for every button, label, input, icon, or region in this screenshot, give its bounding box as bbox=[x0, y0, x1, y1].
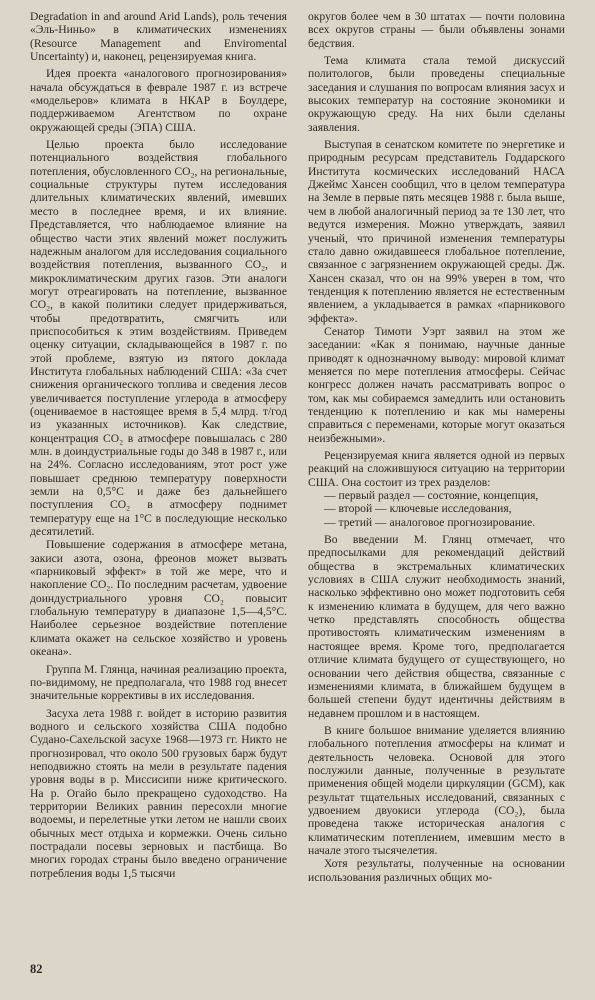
list-item: — второй — ключевые исследования, bbox=[324, 502, 512, 516]
paragraph: Рецензируемая книга является одной из первых реакций на сложившуюся ситуацию на территории США. Она состоит из трех разделов: bbox=[308, 449, 565, 489]
paragraph: Выступая в сенатском комитете по энергетике и природным ресурсам представитель Годдарского Института космических исследований НАСА Джеймс Хансен сообщил, что в целом температура на Земле в первые пять месяцев 1988 г. была выше, чем в любой аналогичный период за те 130 лет, что ведутся измерения. Можно утверждать, заявил ученый, что причиной изменения температуры стало давно ожидавшееся глобальное потепление, связанное с загрязнением окружающей среды. Дж. Хансен сказал, что он на 99% уверен в том, что тенденция к потеплению является не естественным явлением, а укладывается в рамках «парникового эффекта». bbox=[308, 138, 565, 325]
paragraph: Идея проекта «аналогового прогнозирования» начала обсуждаться в феврале 1987 г. из встрече «модельеров» климата в НКАР в Боулдере, поддерживаемом Агентством по охране окружающей среды (ЭПА) США. bbox=[30, 67, 287, 134]
left-column bbox=[30, 10, 287, 880]
paragraph: Группа М. Глянца, начиная реализацию проекта, по-видимому, не предполагала, что 1988 год внесет значительные коррективы в их исследования. bbox=[30, 662, 287, 703]
paragraph: Повышение содержания в атмосфере метана, закиси азота, озона, фреонов может вызвать «парниковый эффект» в той же мере, что и накопление CO₂. По последним расчетам, удвоение доиндустриального уровня CO₂ повысит глобальную температуру в диапазоне 1,5—4,5°C. Наиболее серьезное воздействие потепление климата окажет на сельское хозяйство и уровень океана». bbox=[30, 538, 287, 659]
paragraph: Во введении М. Глянц отмечает, что предпосылками для рекомендаций действий общества в экстремальных климатических условиях в США служит необходимость знаний, насколько эффективно оно может подготовить себя к изменению климата в будущем, для чего важно четко представлять способность общества противостоять климатическим изменениям в настоящее время. Кроме того, предполагается отличие климата будущего от существующего, но основании чего действия общества, связанные с изменениями климата, в ближайшем будущем в большей степени будут идентичны действиям в недавнем прошлом и в настоящем. bbox=[308, 533, 565, 720]
list-item: — первый раздел — состояние, концепция, bbox=[324, 489, 539, 503]
paragraph: Засуха лета 1988 г. войдет в историю развития водного и сельского хозяйства США подобно Судано-Сахельской засухе 1968—1973 гг. Никто не прогнозировал, что около 500 грузовых барж будут неподвижно стоять на мели в результате падения уровня воды в р. Миссисипи ниже критического. На р. Огайо было прекращено судоходство. На территории Великих равнин пересохли многие водоемы, и перелетные утки летом не нашли своих обычных мест отдыха и кормежки. Очень сильно пострадали посевы зерновых и пастбища. Во многих городах страны было введено ограничение потребления воды 1,5 тысячи bbox=[30, 706, 287, 880]
paragraph: В книге большое внимание уделяется влиянию глобального потепления атмосферы на климат и деятельность человека. Основой для этого послужили данные, полученные в результате применения общей модели циркуляции (GCM), как результат тщательных исследований, связанных с удвоением двуокиси углерода (CO₂), была проведена также историческая аналогия с климатическим потеплением, имевшим место в начале этого тысячелетия. bbox=[308, 723, 565, 857]
paragraph: округов более чем в 30 штатах — почти половина всех округов страны — были объявлены зонами бедствия. bbox=[308, 10, 565, 50]
paragraph: Целью проекта было исследование потенциального воздействия глобального потепления, обусловленного CO₂, на региональные, социальные структуры путем исследования длительных климатических явлений, имевших место в последнее время, и их влияние. Представляется, что наблюдаемое влияние на общество части этих явлений может послужить надежным аналогом для исследования социального воздействия потепления, вызванного CO₂, и микроклиматическим других газов. Эти аналоги могут отреагировать на потепление, вызванное CO₂, в какой политики следует придерживаться, чтобы предотвратить, смягчить или приспособиться к этим воздействиям. Приведем оценку ситуации, складывающейся в 1987 г. по этой проблеме, взятую из пятого доклада Института глобальных наблюдений США: «За счет снижения органического топлива и сведения лесов увеличивается поступление углерода в атмосферу (оцениваемое в настоящее время в 5,4 млрд. т/год из указанных источников). Как следствие, концентрация CO₂ в атмосфере повышалась с 280 млн. в доиндустриальные годы до 348 в 1987 г., или на 24%. Согласно исследованиям, этот рост уже повышает среднюю температуру поверхности земли на 0,5°C и даже без дальнейшего поступления CO₂ в атмосферу поднимет температуру еще на 1°C в последующие несколько десятилетий. bbox=[30, 138, 287, 539]
page-number: 82 bbox=[30, 962, 43, 976]
paragraph: Тема климата стала темой дискуссий политологов, были проведены специальные заседания и слушания по вопросам влияния засух и высоких температур на состояние экономики и окружающую среду. На них были сделаны заявления. bbox=[308, 54, 565, 134]
list-item: — третий — аналоговое прогнозирование. bbox=[324, 515, 536, 529]
right-column bbox=[308, 10, 565, 884]
paragraph: Хотя результаты, полученные на основании использования различных общих мо- bbox=[308, 857, 565, 884]
paragraph: Degradation in and around Arid Lands), роль течения «Эль-Ниньо» в климатических изменениях (Resource Management and Enviromental Uncertainty) и, наконец, рецензируемая книга. bbox=[30, 10, 287, 64]
paragraph: Сенатор Тимоти Уэрт заявил на этом же заседании: «Как я понимаю, научные данные приводят к однозначному выводу: мировой климат меняется по мере потепления атмосферы. Сейчас конгресс должен начать рассматривать вопрос о том, как мы собираемся замедлить или остановить тенденцию к потеплению и как мы намерены справиться с переменами, которые могут оказаться неизбежными». bbox=[308, 324, 565, 445]
sections-list bbox=[308, 489, 565, 529]
